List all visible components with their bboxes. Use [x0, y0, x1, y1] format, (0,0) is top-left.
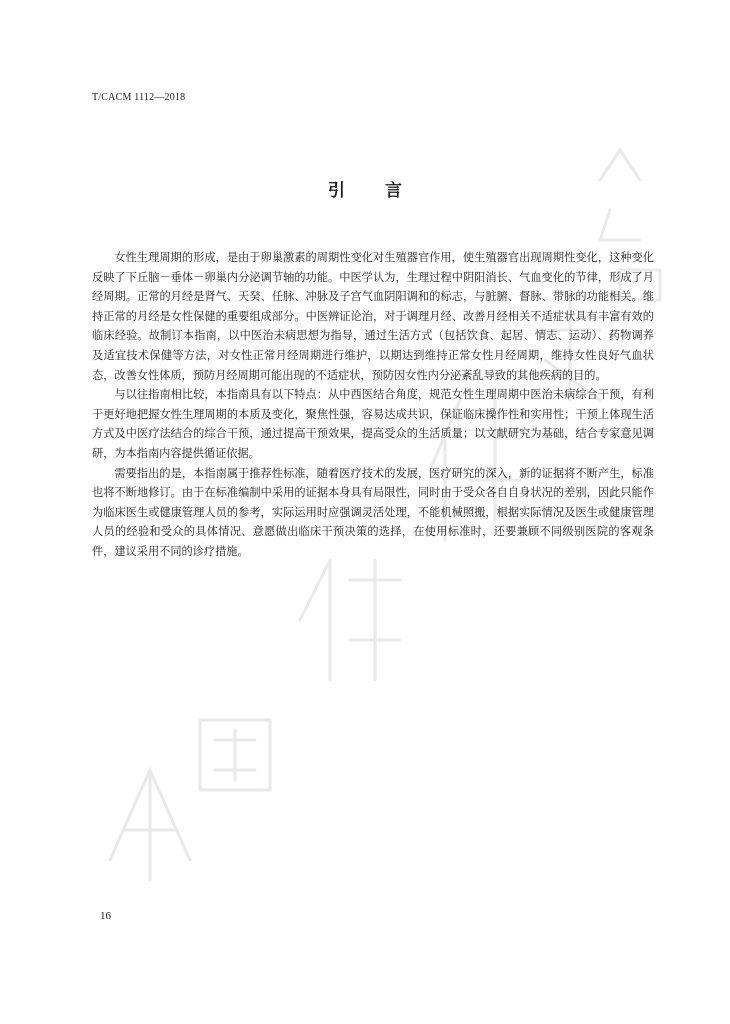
standard-code: T/CACM 1112—2018 [92, 92, 186, 103]
section-title-char-1: 引 [328, 181, 345, 201]
paragraph: 与以往指南相比较，本指南具有以下特点：从中西医结合角度，规范女性生理周期中医治未病综合干预，有利于更好地把握女性生理周期的本质及变化，聚焦性强，容易达成共识，保证临床操作性和实用性；干预上体现生活方式及中医疗法结合的综合干预，通过提高干预效果，提高受众的生活质量；以文献研究为基础，结合专家意见调研，为本指南内容提供循证依据。 [92, 388, 654, 460]
introduction-body [92, 248, 654, 562]
paragraph: 需要指出的是，本指南属于推荐性标准，随着医疗技术的发展，医疗研究的深入，新的证据将不断产生，标准也将不断地修订。由于在标准编制中采用的证据本身具有局限性，同时由于受众各自自身状况的差别，因此只能作为临床医生或健康管理人员的参考，实际运用时应强调灵活处理，不能机械照搬，根据实际情况及医生或健康管理人员的经验和受众的具体情况、意愿做出临床干预决策的选择，在使用标准时，还要兼顾不同级别医院的客观条件，建议采用不同的诊疗措施。 [92, 466, 654, 558]
section-title-char-2: 言 [385, 181, 402, 201]
page-number: 16 [100, 910, 111, 922]
paragraph: 女性生理周期的形成，是由于卵巢激素的周期性变化对生殖器官作用，使生殖器官出现周期性变化，这种变化反映了下丘脑－垂体－卵巢内分泌调节轴的功能。中医学认为，生理过程中阴阳消长、气血变化的节律，形成了月经周期。正常的月经是肾气、天癸、任脉、冲脉及子宫气血阴阳调和的标志，与脏腑、督脉、带脉的功能相关。维持正常的月经是女性保健的重要组成部分。中医辨证论治，对于调理月经、改善月经相关不适症状具有丰富有效的临床经验。故制订本指南，以中医治未病思想为指导，通过生活方式（包括饮食、起居、情志、运动）、药物调养及适宜技术保健等方法，对女性正常月经周期进行维护，以期达到维持正常女性月经周期，维持女性良好气血状态，改善女性体质，预防月经周期可能出现的不适症状，预防因女性内分泌紊乱导致的其他疾病的目的。 [92, 251, 654, 382]
section-title [0, 176, 730, 201]
